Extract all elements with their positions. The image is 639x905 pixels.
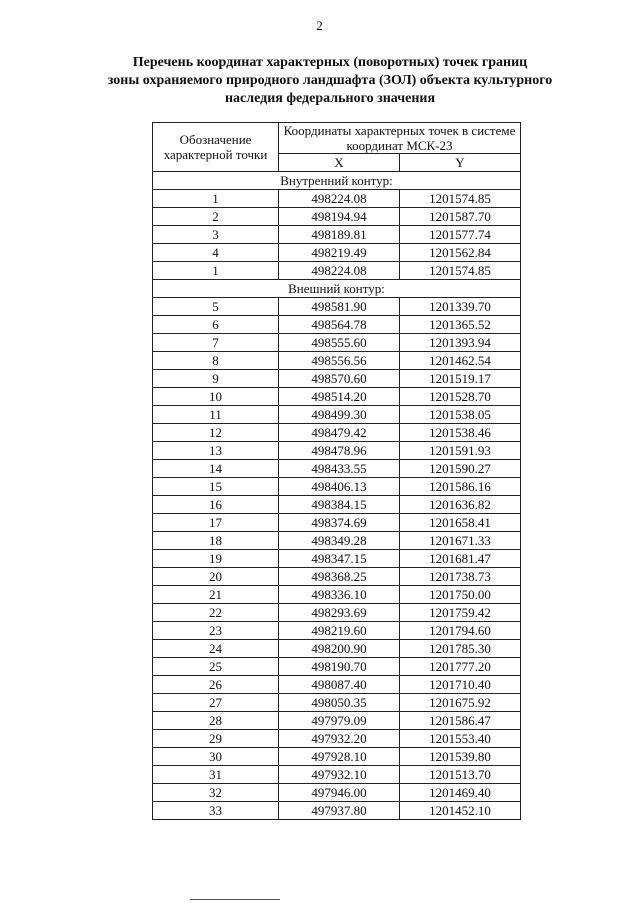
table-row (153, 622, 521, 640)
table-row (153, 352, 521, 370)
y-coordinate-cell: 1201538.05 (400, 406, 521, 424)
y-coordinate-cell: 1201586.16 (400, 478, 521, 496)
point-number-cell: 9 (153, 370, 279, 388)
point-number-cell: 20 (153, 568, 279, 586)
table-row (153, 424, 521, 442)
y-coordinate-cell: 1201339.70 (400, 298, 521, 316)
x-coordinate-cell: 497928.10 (279, 748, 400, 766)
y-coordinate-cell: 1201636.82 (400, 496, 521, 514)
y-coordinate-cell: 1201750.00 (400, 586, 521, 604)
table-row (153, 478, 521, 496)
point-number-cell: 3 (153, 226, 279, 244)
y-coordinate-cell: 1201528.70 (400, 388, 521, 406)
point-number-cell: 1 (153, 262, 279, 280)
x-coordinate-cell: 498336.10 (279, 586, 400, 604)
y-coordinate-cell: 1201738.73 (400, 568, 521, 586)
point-number-cell: 14 (153, 460, 279, 478)
x-coordinate-cell: 497937.80 (279, 802, 400, 820)
y-coordinate-cell: 1201777.20 (400, 658, 521, 676)
section-header-row (153, 172, 521, 190)
y-coordinate-cell: 1201671.33 (400, 532, 521, 550)
table-row (153, 442, 521, 460)
x-coordinate-cell: 498190.70 (279, 658, 400, 676)
point-number-cell: 19 (153, 550, 279, 568)
header-y: Y (400, 154, 521, 172)
y-coordinate-cell: 1201513.70 (400, 766, 521, 784)
x-coordinate-cell: 498581.90 (279, 298, 400, 316)
y-coordinate-cell: 1201553.40 (400, 730, 521, 748)
point-number-cell: 10 (153, 388, 279, 406)
point-number-cell: 11 (153, 406, 279, 424)
table-row (153, 532, 521, 550)
point-number-cell: 5 (153, 298, 279, 316)
y-coordinate-cell: 1201681.47 (400, 550, 521, 568)
x-coordinate-cell: 498194.94 (279, 208, 400, 226)
table-body (153, 172, 521, 820)
x-coordinate-cell: 498570.60 (279, 370, 400, 388)
x-coordinate-cell: 498514.20 (279, 388, 400, 406)
y-coordinate-cell: 1201785.30 (400, 640, 521, 658)
point-number-cell: 28 (153, 712, 279, 730)
y-coordinate-cell: 1201538.46 (400, 424, 521, 442)
y-coordinate-cell: 1201590.27 (400, 460, 521, 478)
point-number-cell: 6 (153, 316, 279, 334)
point-number-cell: 7 (153, 334, 279, 352)
y-coordinate-cell: 1201462.54 (400, 352, 521, 370)
point-number-cell: 21 (153, 586, 279, 604)
y-coordinate-cell: 1201539.80 (400, 748, 521, 766)
table-row (153, 316, 521, 334)
point-number-cell: 32 (153, 784, 279, 802)
table-row (153, 604, 521, 622)
point-number-cell: 22 (153, 604, 279, 622)
header-point-label: Обозначение характерной точки (153, 123, 279, 172)
table-row (153, 784, 521, 802)
table-row (153, 388, 521, 406)
point-number-cell: 27 (153, 694, 279, 712)
title-line-3: наследия федерального значения (224, 91, 436, 106)
x-coordinate-cell: 498478.96 (279, 442, 400, 460)
title-line-2: зоны охраняемого природного ландшафта (ЗОЛ) объекта культурного (107, 73, 553, 88)
y-coordinate-cell: 1201587.70 (400, 208, 521, 226)
y-coordinate-cell: 1201710.40 (400, 676, 521, 694)
section-title: Внутренний контур: (153, 172, 521, 190)
y-coordinate-cell: 1201469.40 (400, 784, 521, 802)
y-coordinate-cell: 1201759.42 (400, 604, 521, 622)
point-number-cell: 15 (153, 478, 279, 496)
table-row (153, 730, 521, 748)
x-coordinate-cell: 498189.81 (279, 226, 400, 244)
document-title (60, 54, 600, 108)
page-number: 2 (316, 18, 323, 33)
point-number-cell: 31 (153, 766, 279, 784)
table-row (153, 244, 521, 262)
x-coordinate-cell: 497932.20 (279, 730, 400, 748)
y-coordinate-cell: 1201562.84 (400, 244, 521, 262)
y-coordinate-cell: 1201675.92 (400, 694, 521, 712)
table-row (153, 226, 521, 244)
point-number-cell: 2 (153, 208, 279, 226)
section-header-row (153, 280, 521, 298)
table-row (153, 640, 521, 658)
y-coordinate-cell: 1201452.10 (400, 802, 521, 820)
table-row (153, 568, 521, 586)
table-row (153, 676, 521, 694)
x-coordinate-cell: 498224.08 (279, 190, 400, 208)
point-number-cell: 30 (153, 748, 279, 766)
table-row (153, 460, 521, 478)
table-row (153, 370, 521, 388)
point-number-cell: 17 (153, 514, 279, 532)
y-coordinate-cell: 1201365.52 (400, 316, 521, 334)
point-number-cell: 25 (153, 658, 279, 676)
table-row (153, 550, 521, 568)
table-row (153, 334, 521, 352)
point-number-cell: 29 (153, 730, 279, 748)
y-coordinate-cell: 1201519.17 (400, 370, 521, 388)
header-x: X (279, 154, 400, 172)
table-row (153, 712, 521, 730)
y-coordinate-cell: 1201577.74 (400, 226, 521, 244)
y-coordinate-cell: 1201658.41 (400, 514, 521, 532)
coordinates-table (152, 122, 521, 820)
point-number-cell: 33 (153, 802, 279, 820)
x-coordinate-cell: 498347.15 (279, 550, 400, 568)
x-coordinate-cell: 498219.49 (279, 244, 400, 262)
point-number-cell: 4 (153, 244, 279, 262)
x-coordinate-cell: 497946.00 (279, 784, 400, 802)
x-coordinate-cell: 498224.08 (279, 262, 400, 280)
x-coordinate-cell: 498384.15 (279, 496, 400, 514)
x-coordinate-cell: 497932.10 (279, 766, 400, 784)
table-row (153, 298, 521, 316)
x-coordinate-cell: 498556.56 (279, 352, 400, 370)
x-coordinate-cell: 498374.69 (279, 514, 400, 532)
table-row (153, 658, 521, 676)
point-number-cell: 13 (153, 442, 279, 460)
y-coordinate-cell: 1201591.93 (400, 442, 521, 460)
table-row (153, 748, 521, 766)
x-coordinate-cell: 498564.78 (279, 316, 400, 334)
table-row (153, 190, 521, 208)
x-coordinate-cell: 498200.90 (279, 640, 400, 658)
x-coordinate-cell: 498087.40 (279, 676, 400, 694)
title-line-1: Перечень координат характерных (поворотных) точек границ (132, 55, 528, 70)
table-row (153, 802, 521, 820)
x-coordinate-cell: 498479.42 (279, 424, 400, 442)
table-row (153, 208, 521, 226)
point-number-cell: 23 (153, 622, 279, 640)
section-title: Внешний контур: (153, 280, 521, 298)
x-coordinate-cell: 498499.30 (279, 406, 400, 424)
point-number-cell: 1 (153, 190, 279, 208)
x-coordinate-cell: 498555.60 (279, 334, 400, 352)
table-row (153, 586, 521, 604)
x-coordinate-cell: 498293.69 (279, 604, 400, 622)
x-coordinate-cell: 498433.55 (279, 460, 400, 478)
table-row (153, 766, 521, 784)
x-coordinate-cell: 498368.25 (279, 568, 400, 586)
x-coordinate-cell: 498349.28 (279, 532, 400, 550)
y-coordinate-cell: 1201574.85 (400, 190, 521, 208)
table-row (153, 694, 521, 712)
x-coordinate-cell: 498050.35 (279, 694, 400, 712)
header-coordinates: Координаты характерных точек в системе координат МСК-23 (279, 123, 521, 154)
footer-line (190, 899, 280, 901)
table-row (153, 262, 521, 280)
y-coordinate-cell: 1201574.85 (400, 262, 521, 280)
point-number-cell: 16 (153, 496, 279, 514)
y-coordinate-cell: 1201393.94 (400, 334, 521, 352)
x-coordinate-cell: 497979.09 (279, 712, 400, 730)
point-number-cell: 26 (153, 676, 279, 694)
point-number-cell: 8 (153, 352, 279, 370)
y-coordinate-cell: 1201794.60 (400, 622, 521, 640)
point-number-cell: 12 (153, 424, 279, 442)
y-coordinate-cell: 1201586.47 (400, 712, 521, 730)
table-row (153, 496, 521, 514)
table-row (153, 514, 521, 532)
point-number-cell: 24 (153, 640, 279, 658)
point-number-cell: 18 (153, 532, 279, 550)
x-coordinate-cell: 498219.60 (279, 622, 400, 640)
x-coordinate-cell: 498406.13 (279, 478, 400, 496)
table-row (153, 406, 521, 424)
